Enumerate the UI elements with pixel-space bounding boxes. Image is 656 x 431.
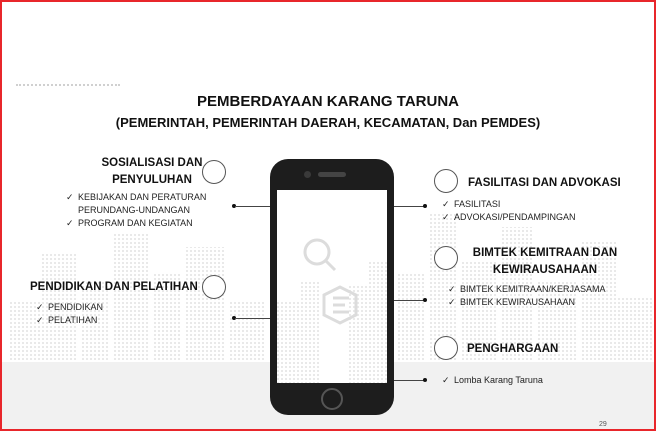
- screen-illustration: [277, 190, 387, 383]
- phone-screen: [277, 190, 387, 383]
- check-icon: ✓: [36, 315, 44, 325]
- list-item: ✓ Lomba Karang Taruna: [442, 375, 543, 385]
- check-icon: ✓: [448, 284, 456, 294]
- check-icon: ✓: [66, 218, 74, 228]
- camera-icon: [304, 171, 311, 178]
- page-number: 29: [599, 421, 607, 428]
- connector-dot: [423, 378, 427, 382]
- connector-dot: [423, 298, 427, 302]
- home-button: [321, 388, 343, 410]
- penghargaan-list: [442, 374, 543, 387]
- speaker-icon: [318, 172, 346, 177]
- connector-line: [394, 206, 424, 207]
- fasilitasi-heading: FASILITASI DAN ADVOKASI: [468, 177, 621, 189]
- sosialisasi-list: [66, 191, 206, 230]
- bimtek-heading: [460, 245, 630, 279]
- sosialisasi-marker-icon: [202, 160, 226, 184]
- list-item: ✓ PENDIDIKAN: [36, 302, 104, 312]
- list-item: ✓ BIMTEK KEWIRAUSAHAAN: [448, 297, 576, 307]
- fasilitasi-list: [442, 198, 576, 224]
- check-icon: ✓: [442, 199, 450, 209]
- decorative-dotted-line: [16, 84, 120, 86]
- list-item: PERUNDANG-UNDANGAN: [78, 205, 191, 215]
- list-item: ✓ BIMTEK KEMITRAAN/KERJASAMA: [448, 284, 606, 294]
- bimtek-heading-line1: BIMTEK KEMITRAAN DAN: [472, 247, 618, 259]
- list-item: ✓ PELATIHAN: [36, 315, 98, 325]
- connector-line: [235, 318, 272, 319]
- sosialisasi-heading-line1: SOSIALISASI DAN: [101, 157, 203, 169]
- bimtek-list: [448, 283, 606, 309]
- connector-line: [394, 380, 424, 381]
- connector-line: [235, 206, 272, 207]
- slide-subtitle: (PEMERINTAH, PEMERINTAH DAERAH, KECAMATAN, Dan PEMDES): [115, 115, 541, 130]
- penghargaan-marker-icon: [434, 336, 458, 360]
- sosialisasi-heading: [88, 155, 216, 189]
- bimtek-heading-line2: KEWIRAUSAHAAN: [492, 264, 598, 276]
- check-icon: ✓: [442, 375, 450, 385]
- list-item: ✓ KEBIJAKAN DAN PERATURAN: [66, 192, 207, 202]
- check-icon: ✓: [36, 302, 44, 312]
- smartphone-icon: [270, 159, 394, 415]
- sosialisasi-heading-line2: PENYULUHAN: [112, 174, 192, 186]
- magnifier-icon: [305, 240, 335, 270]
- penghargaan-heading: PENGHARGAAN: [467, 343, 559, 355]
- connector-dot: [423, 204, 427, 208]
- connector-line: [394, 300, 424, 301]
- check-icon: ✓: [442, 212, 450, 222]
- fasilitasi-marker-icon: [434, 169, 458, 193]
- pendidikan-heading: PENDIDIKAN DAN PELATIHAN: [30, 281, 198, 293]
- pendidikan-marker-icon: [202, 275, 226, 299]
- list-item: ✓ PROGRAM DAN KEGIATAN: [66, 218, 193, 228]
- slide-title: PEMBERDAYAAN KARANG TARUNA: [197, 93, 459, 110]
- pendidikan-list: [36, 301, 103, 327]
- list-item: ✓ FASILITASI: [442, 199, 501, 209]
- bimtek-marker-icon: [434, 246, 458, 270]
- check-icon: ✓: [66, 192, 74, 202]
- check-icon: ✓: [448, 297, 456, 307]
- list-item: ✓ ADVOKASI/PENDAMPINGAN: [442, 212, 576, 222]
